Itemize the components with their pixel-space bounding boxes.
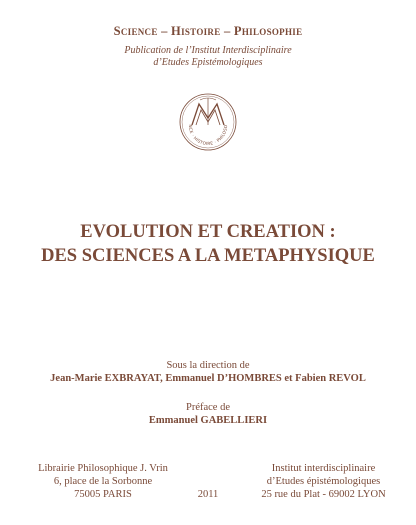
book-title-line-2: DES SCIENCES A LA METAPHYSIQUE xyxy=(41,246,375,266)
publication-year: 2011 xyxy=(197,489,219,500)
svg-text:SCIENCE · HISTOIRE · PHILOSOPH xyxy=(178,92,228,146)
institute-seal-icon xyxy=(178,92,238,152)
publication-line-1: Publication de l’Institut Interdisciplinaire xyxy=(124,45,292,56)
preface-author: Emmanuel GABELLIERI xyxy=(148,415,268,426)
publisher-left-city: 75005 PARIS xyxy=(74,489,132,500)
publisher-left-name: Librairie Philosophique J. Vrin xyxy=(38,463,168,474)
book-title-line-1: EVOLUTION ET CREATION : xyxy=(80,222,336,242)
publisher-right-address: 25 rue du Plat - 69002 LYON xyxy=(261,489,386,500)
publisher-right xyxy=(256,462,391,501)
publisher-left xyxy=(28,462,178,501)
publisher-left-street: 6, place de la Sorbonne xyxy=(53,476,153,487)
editors-names: Jean-Marie EXBRAYAT, Emmanuel D’HOMBRES et Fabien REVOL xyxy=(50,373,366,384)
publication-line-2: d’Etudes Epistémologiques xyxy=(153,57,263,68)
publisher-right-name: Institut interdisciplinaire xyxy=(271,463,376,474)
preface-label: Préface de xyxy=(185,402,230,413)
direction-label: Sous la direction de xyxy=(166,360,250,371)
series-title: Science – Histoire – Philosophie xyxy=(113,24,303,38)
seal-arc-text: NCE · HISTOIRE · PHILOSO xyxy=(187,124,229,147)
publisher-right-subtitle: d’Etudes épistémologiques xyxy=(266,476,381,487)
